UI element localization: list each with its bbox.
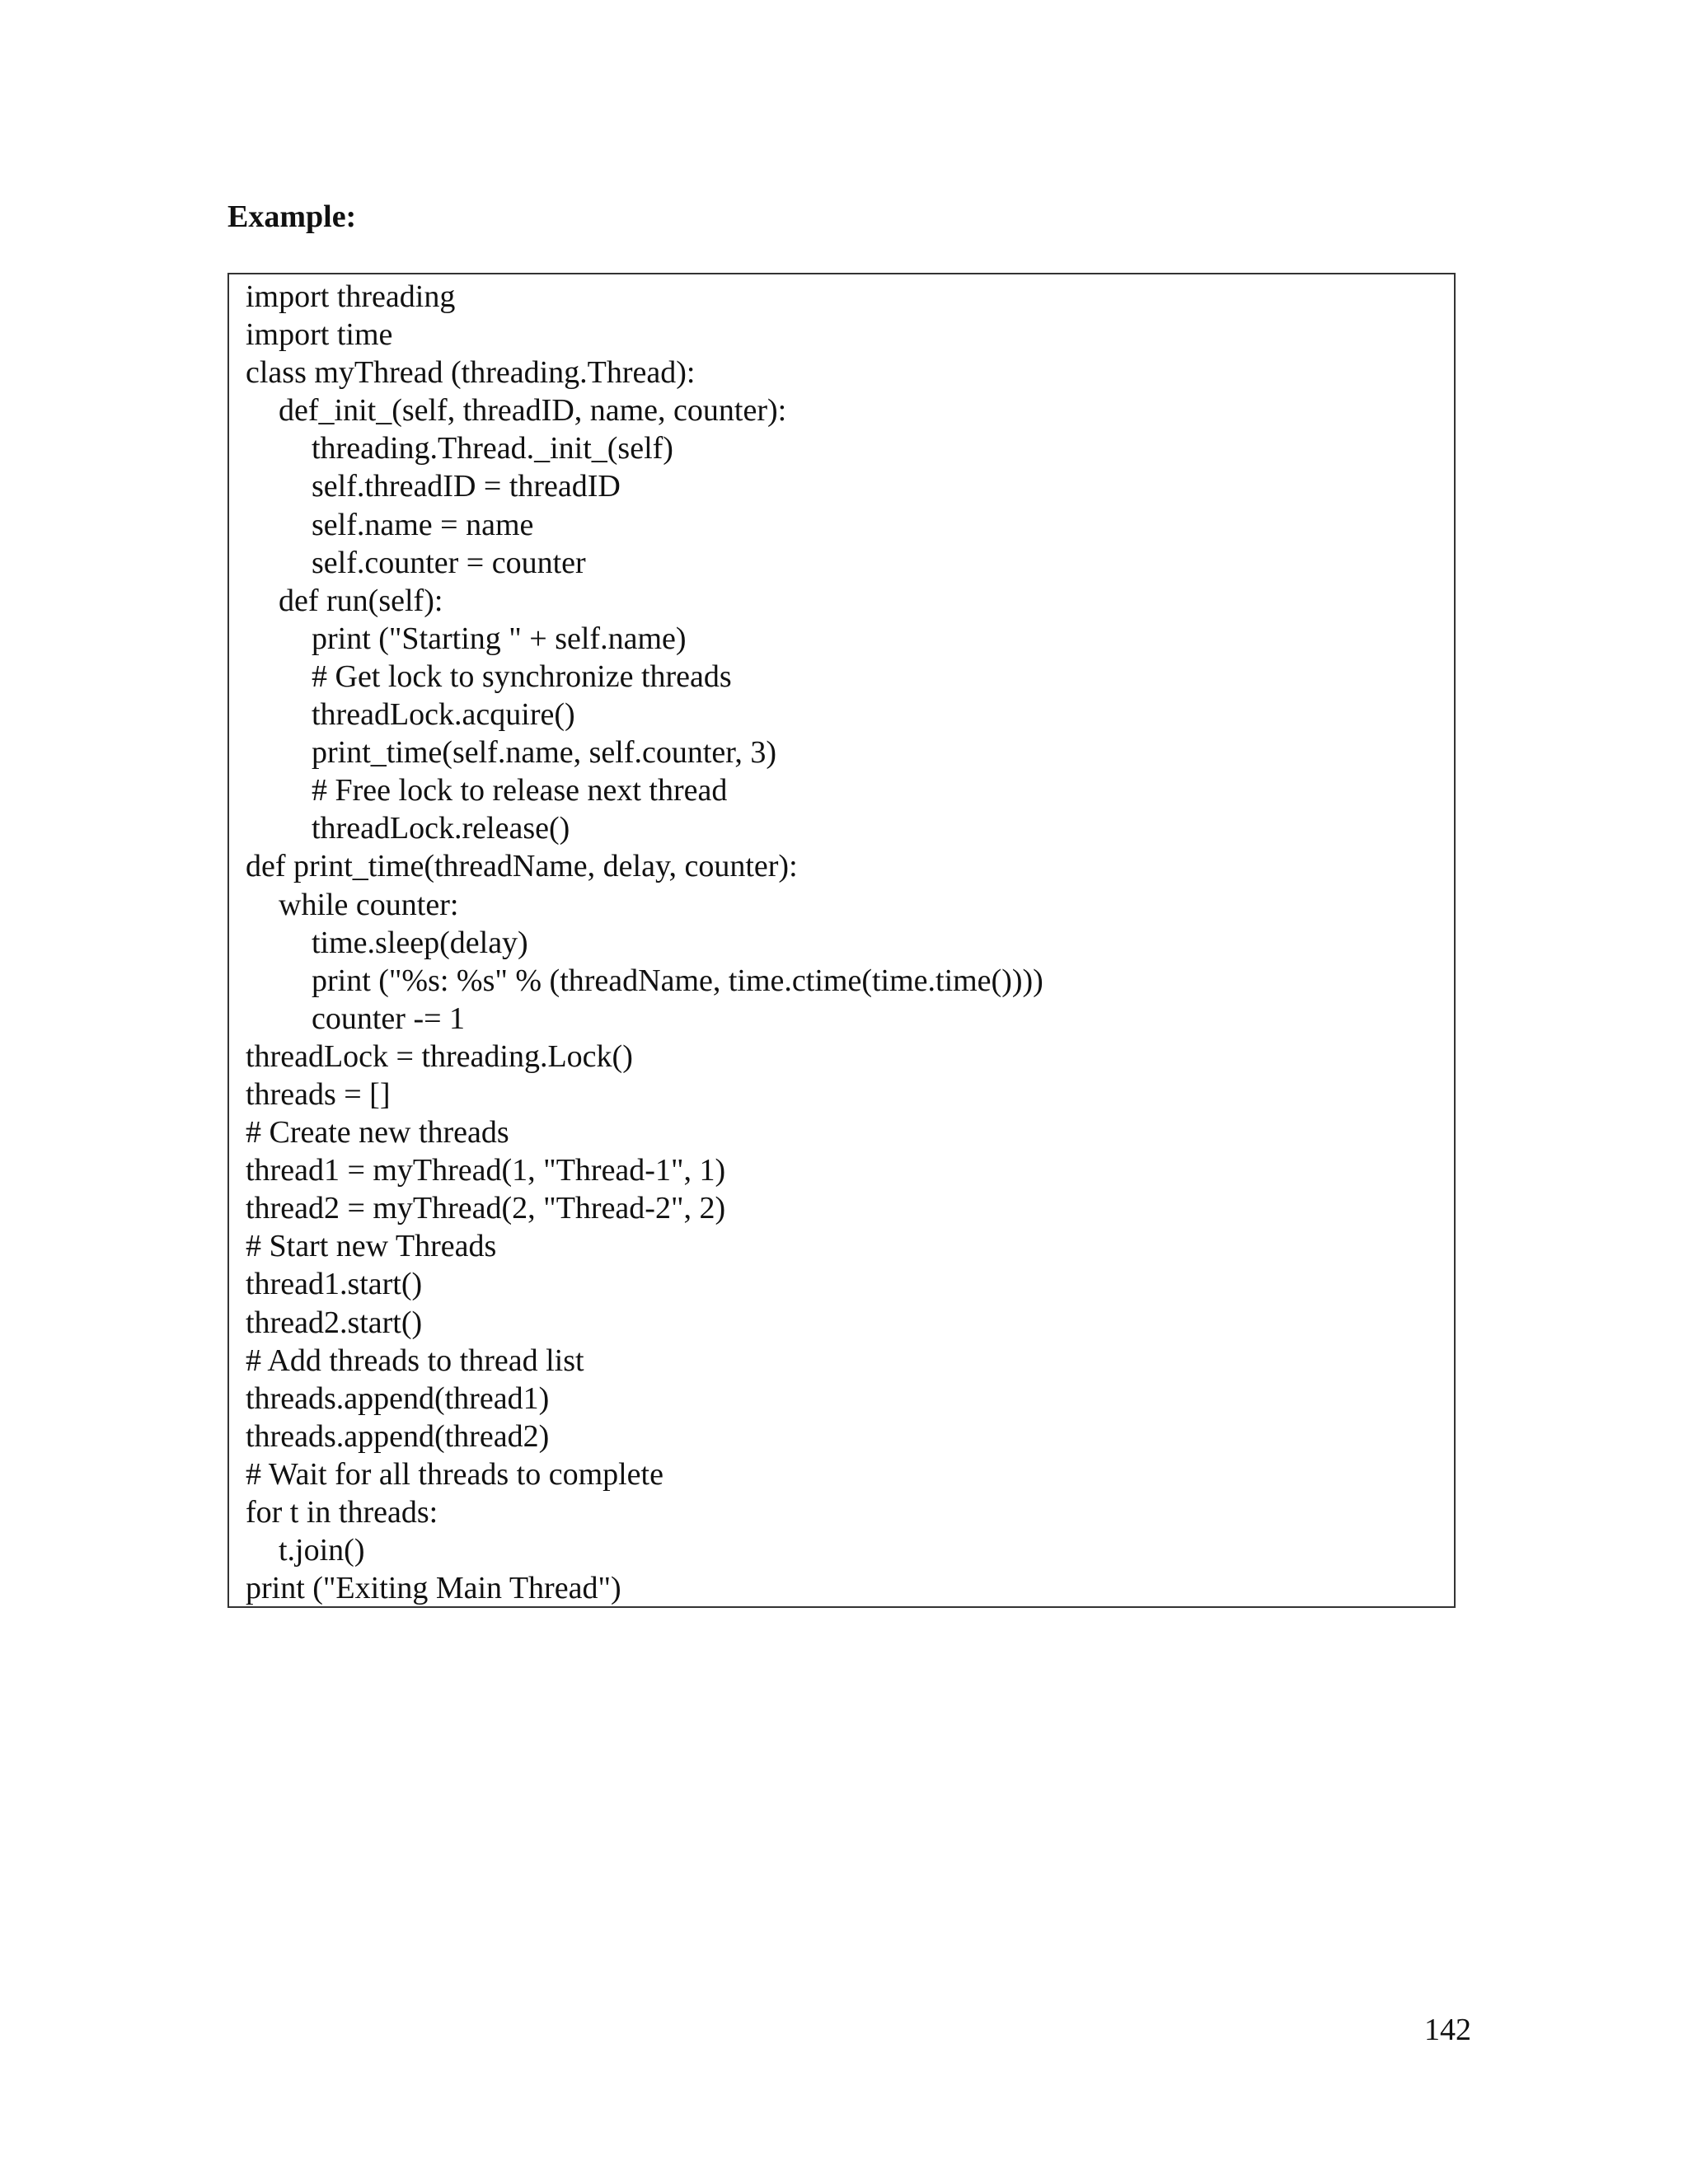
code-line: threadLock.acquire() (312, 697, 575, 733)
code-line: counter -= 1 (312, 1001, 466, 1036)
code-line: thread2 = myThread(2, "Thread-2", 2) (246, 1191, 726, 1226)
code-listing-box (227, 273, 1456, 1608)
code-line: while counter: (279, 887, 459, 922)
code-line: threadLock.release() (312, 811, 570, 846)
code-line: thread1 = myThread(1, "Thread-1", 1) (246, 1153, 726, 1188)
code-line: self.name = name (312, 507, 534, 542)
code-line: import time (246, 317, 393, 353)
code-line: # Wait for all threads to complete (246, 1456, 663, 1492)
code-line: class myThread (threading.Thread): (246, 355, 696, 391)
code-line: self.threadID = threadID (312, 469, 621, 504)
example-heading: Example: (227, 199, 357, 234)
page-number: 142 (1424, 2013, 1471, 2047)
code-line: print ("%s: %s" % (threadName, time.ctime(time.time()))) (312, 963, 1043, 998)
code-line: t.join() (279, 1533, 365, 1568)
code-line: time.sleep(delay) (312, 925, 528, 960)
code-line: def print_time(threadName, delay, counter): (246, 849, 798, 884)
code-line: threads.append(thread1) (246, 1380, 550, 1416)
code-line: print ("Starting " + self.name) (312, 621, 687, 656)
code-line: # Create new threads (246, 1115, 509, 1151)
code-line: print_time(self.name, self.counter, 3) (312, 735, 777, 771)
code-line: self.counter = counter (312, 545, 586, 580)
code-line: def_init_(self, threadID, name, counter): (279, 393, 787, 429)
code-line: # Get lock to synchronize threads (312, 658, 732, 694)
code-line: import threading (246, 279, 456, 314)
code-line: def run(self): (279, 583, 443, 618)
code-line: threads = [] (246, 1076, 391, 1112)
code-line: threadLock = threading.Lock() (246, 1038, 633, 1074)
code-line: print ("Exiting Main Thread") (246, 1571, 621, 1606)
code-line: # Add threads to thread list (246, 1343, 584, 1378)
code-line: # Free lock to release next thread (312, 773, 728, 808)
code-line: threads.append(thread2) (246, 1418, 550, 1454)
code-line: # Start new Threads (246, 1229, 497, 1264)
code-line: threading.Thread._init_(self) (312, 431, 673, 466)
code-line: thread2.start() (246, 1305, 423, 1340)
code-line: thread1.start() (246, 1267, 423, 1302)
code-line: for t in threads: (246, 1495, 438, 1530)
